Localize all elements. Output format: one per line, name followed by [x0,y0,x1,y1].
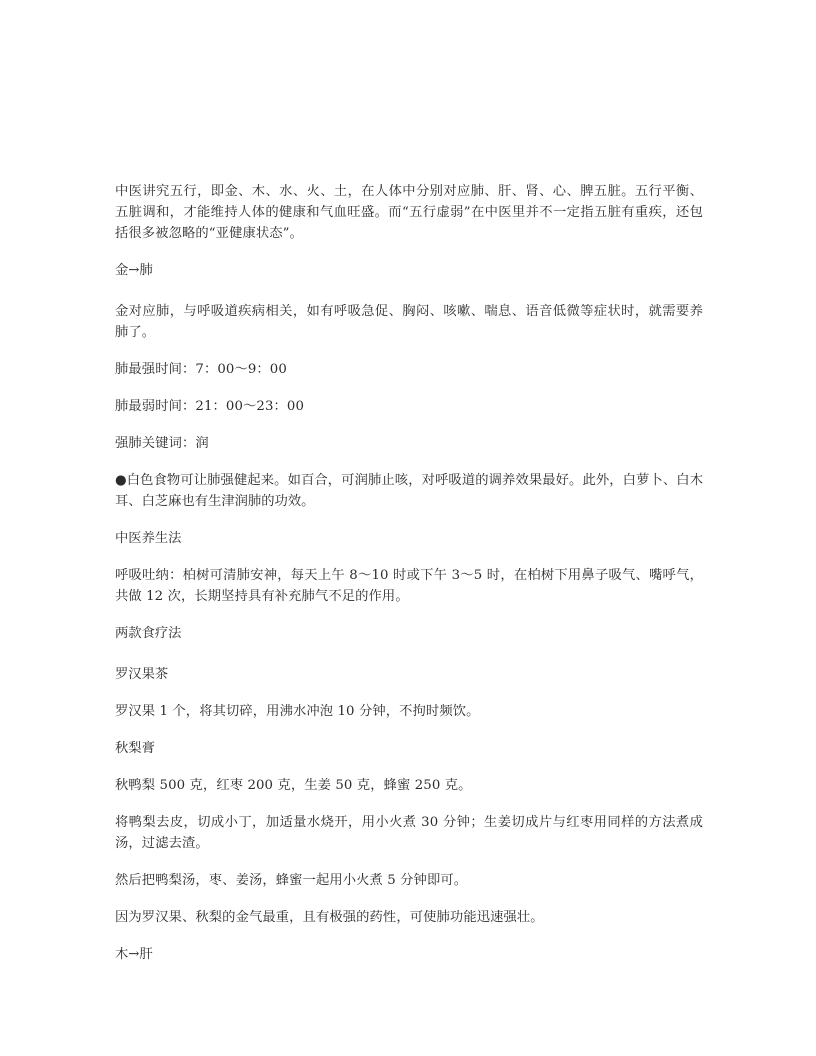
lung-weakest-time: 肺最弱时间：21：00～23：00 [115,399,305,414]
heading-tcm-health: 中医养生法 [115,531,182,546]
luohanguo-tea-method: 罗汉果 1 个，将其切碎，用沸水冲泡 10 分钟，不拘时频饮。 [115,704,480,719]
heading-qiuligao: 秋梨膏 [115,741,155,756]
qiuligao-note: 因为罗汉果、秋梨的金气最重，且有极强的药性，可使肺功能迅速强壮。 [115,910,544,925]
heading-two-recipes: 两款食疗法 [115,626,182,641]
intro-paragraph: 中医讲究五行，即金、木、水、火、土，在人体中分别对应肺、肝、肾、心、脾五脏。五行平衡、五脏调和，才能维持人体的健康和气血旺盛。而“五行虚弱”在中医里并不一定指五脏有重疾，还包括很多被忽略的“亚健康状态”。 [115,184,703,241]
lung-keyword: 强肺关键词：润 [115,436,209,451]
heading-wood-liver: 木→肝 [115,947,153,962]
heading-metal-lung: 金→肺 [115,263,153,278]
heading-luohanguo-tea: 罗汉果茶 [115,667,169,682]
lung-strongest-time: 肺最强时间：7：00～9：00 [115,362,287,377]
qiuligao-step-two: 然后把鸭梨汤，枣、姜汤，蜂蜜一起用小火煮 5 分钟即可。 [115,873,468,888]
qiuligao-ingredients: 秋鸭梨 500 克，红枣 200 克，生姜 50 克，蜂蜜 250 克。 [115,778,472,793]
qiuligao-step-one: 将鸭梨去皮，切成小丁，加适量水烧开，用小火煮 30 分钟；生姜切成片与红枣用同样的方法煮成汤，过滤去渣。 [115,815,703,851]
breathing-paragraph: 呼吸吐纳：柏树可清肺安神，每天上午 8～10 时或下午 3～5 时，在柏树下用鼻子吸气、嘴呼气，共做 12 次，长期坚持具有补充肺气不足的作用。 [115,568,703,604]
document-body [115,181,703,965]
white-food-bullet: ●白色食物可让肺强健起来。如百合，可润肺止咳，对呼吸道的调养效果最好。此外，白萝卜、白木耳、白芝麻也有生津润肺的功效。 [115,473,703,509]
metal-lung-paragraph: 金对应肺，与呼吸道疾病相关，如有呼吸急促、胸闷、咳嗽、喘息、语音低微等症状时，就需要养肺了。 [115,304,703,340]
